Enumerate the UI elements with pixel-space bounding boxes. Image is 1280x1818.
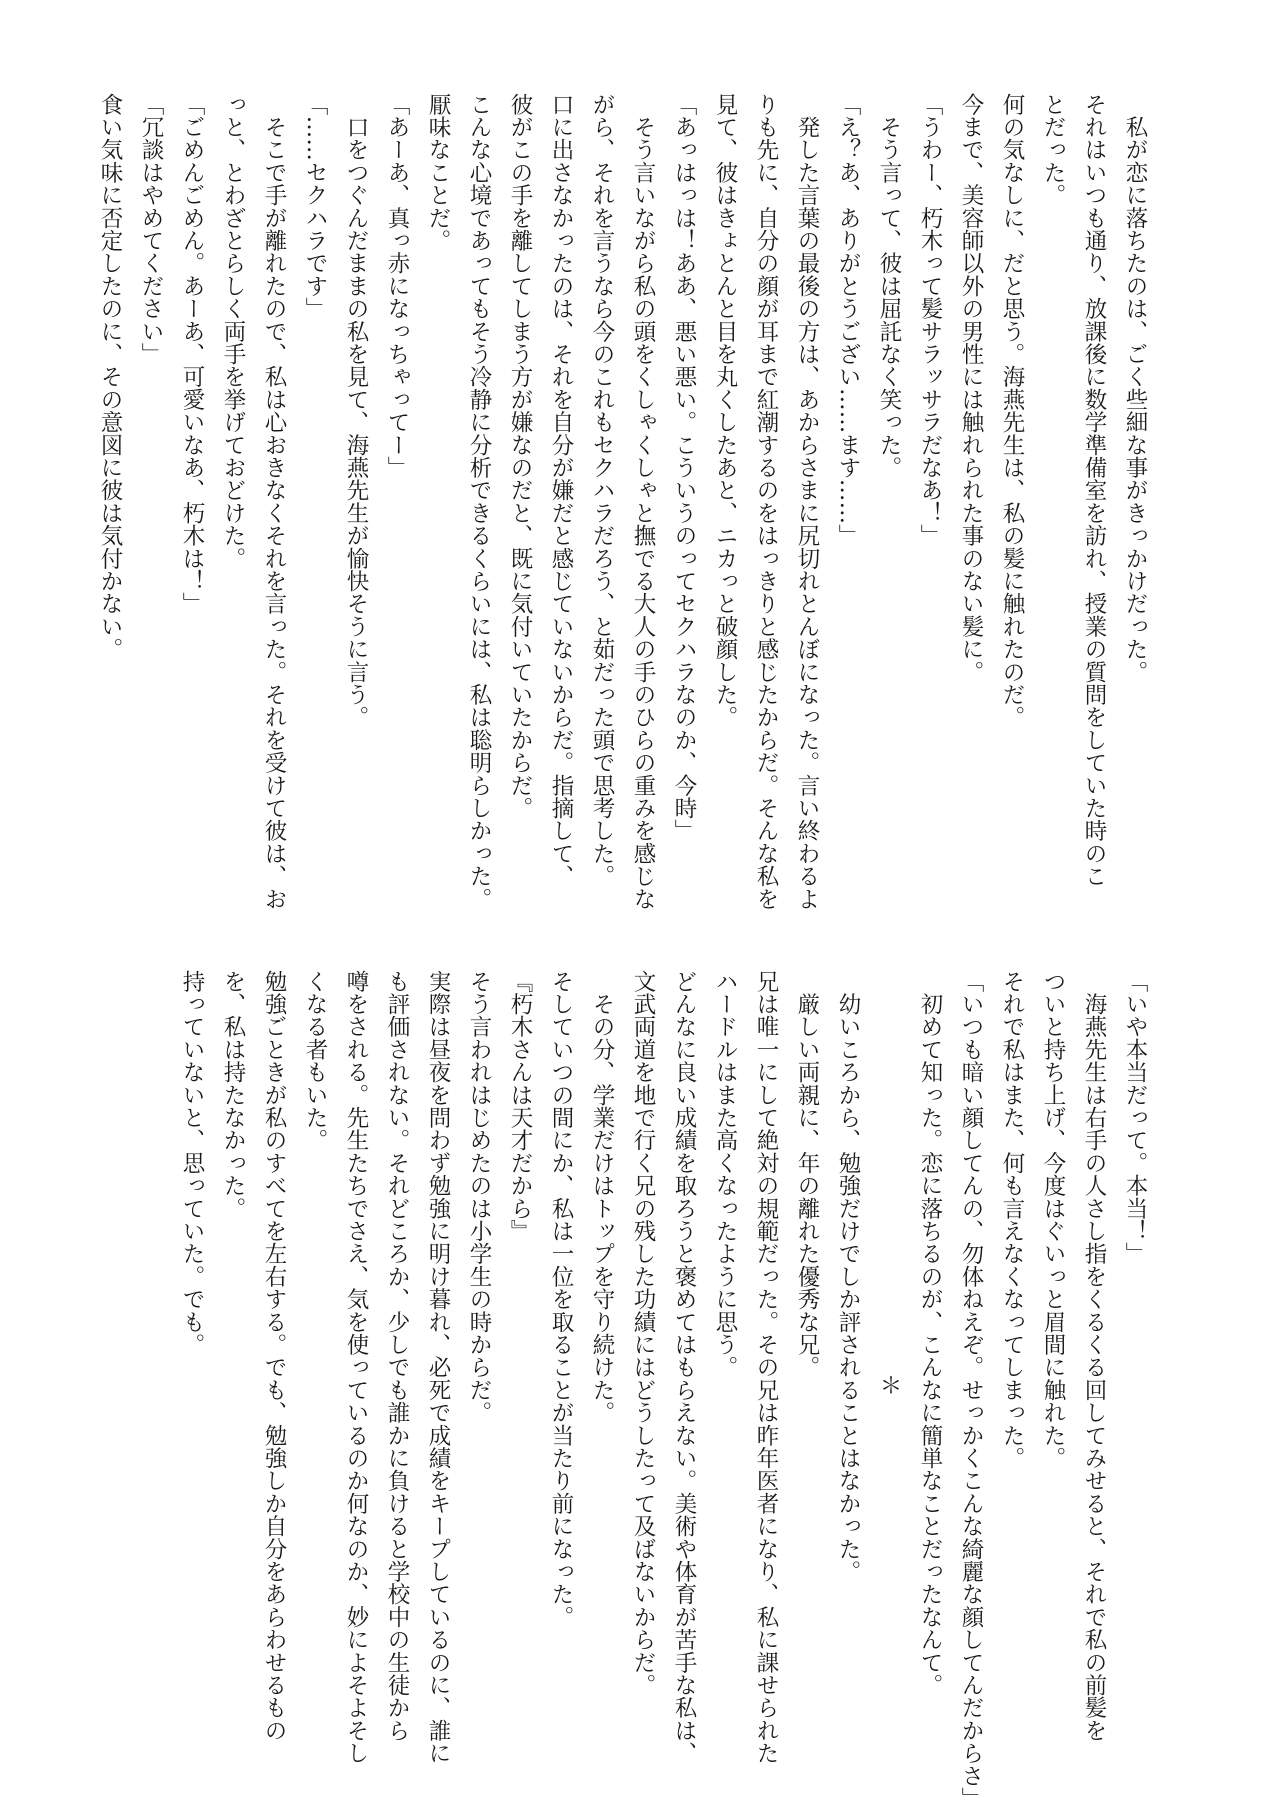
text-column: それはいつも通り、放課後に数学準備室を訪れ、授業の質問をしていた時のこ bbox=[1081, 93, 1107, 888]
text-column: 私が恋に落ちたのは、ごく些細な事がきっかけだった。 bbox=[1122, 93, 1148, 684]
text-column: 今まで、美容師以外の男性には触れられた事のない髪に。 bbox=[958, 93, 984, 684]
text-column: りも先に、自分の顔が耳まで紅潮するのをはっきりと感じたからだ。そんな私を bbox=[753, 93, 779, 911]
text-column: 「あーあ、真っ赤になっちゃってー」 bbox=[384, 93, 410, 479]
text-column: そう言われはじめたのは小学生の時からだ。 bbox=[466, 970, 492, 1424]
text-column: 口に出さなかったのは、それを自分が嫌だと感じていないからだ。指摘して、 bbox=[548, 93, 574, 888]
text-column: 発した言葉の最後の方は、あからさまに尻切れとんぼになった。言い終わるよ bbox=[794, 93, 820, 911]
text-column: 「いつも暗い顔してんの、勿体ねえぞ。せっかくこんな綺麗な顔してんだからさ」 bbox=[958, 970, 984, 1810]
text-column: 厭味なことだ。 bbox=[425, 93, 451, 252]
text-column: とだった。 bbox=[1040, 93, 1066, 207]
text-column: 彼がこの手を離してしまう方が嫌なのだと、既に気付いていたからだ。 bbox=[507, 93, 533, 820]
text-column: 何の気なしに、だと思う。海燕先生は、私の髪に触れたのだ。 bbox=[999, 93, 1025, 729]
text-column: 兄は唯一にして絶対の規範だった。その兄は昨年医者になり、私に課せられた bbox=[753, 970, 779, 1765]
text-column: 文武両道を地で行く兄の残した功績にはどうしたって及ばないからだ。 bbox=[630, 970, 656, 1697]
text-column: 「あっはっは！ああ、悪い悪い。こういうのってセクハラなのか、今時」 bbox=[671, 93, 697, 843]
bottom-text-block bbox=[110, 970, 1155, 1810]
text-column: も評価されない。それどころか、少しでも誰かに負けると学校中の生徒から bbox=[384, 970, 410, 1742]
text-column: 噂をされる。先生たちでさえ、気を使っているのか何なのか、妙によそよそし bbox=[343, 970, 369, 1765]
text-column: そう言って、彼は屈託なく笑った。 bbox=[876, 93, 902, 479]
text-column: 海燕先生は右手の人さし指をくるくる回してみせると、それで私の前髪を bbox=[1081, 970, 1107, 1742]
text-column: 勉強ごときが私のすべてを左右する。でも、勉強しか自分をあらわせるもの bbox=[261, 970, 287, 1742]
text-column: それで私はまた、何も言えなくなってしまった。 bbox=[999, 970, 1025, 1470]
text-column: 「ごめんごめん。あーあ、可愛いなあ、朽木は！」 bbox=[179, 93, 205, 616]
text-column: そう言いながら私の頭をくしゃくしゃと撫でる大人の手のひらの重みを感じな bbox=[630, 93, 656, 911]
text-column: っと、とわざとらしく両手を挙げておどけた。 bbox=[220, 93, 246, 570]
text-column: 持っていないと、思っていた。でも。 bbox=[179, 970, 205, 1356]
text-column: 「え？あ、ありがとうござい……ます……」 bbox=[835, 93, 861, 547]
text-column: 『朽木さんは天才だから』 bbox=[507, 970, 533, 1243]
text-column: 幼いころから、勉強だけでしか評されることはなかった。 bbox=[835, 970, 861, 1583]
text-column: 「いや本当だって。本当！」 bbox=[1122, 970, 1148, 1266]
text-column: 実際は昼夜を問わず勉強に明け暮れ、必死で成績をキープしているのに、誰に bbox=[425, 970, 451, 1765]
text-column: そこで手が離れたので、私は心おきなくそれを言った。それを受けて彼は、お bbox=[261, 93, 287, 911]
text-column: こんな心境であってもそう冷静に分析できるくらいには、私は聡明らしかった。 bbox=[466, 93, 492, 911]
text-column: 口をつぐんだままの私を見て、海燕先生が愉快そうに言う。 bbox=[343, 93, 369, 729]
text-column: ハードルはまた高くなったように思う。 bbox=[712, 970, 738, 1379]
text-column: 厳しい両親に、年の離れた優秀な兄。 bbox=[794, 970, 820, 1379]
text-column: 「うわー、朽木って髪サラッサラだなあ！」 bbox=[917, 93, 943, 547]
top-text-block bbox=[97, 93, 1155, 943]
text-column: どんなに良い成績を取ろうと褒めてはもらえない。美術や体育が苦手な私は、 bbox=[671, 970, 697, 1765]
text-column: 「……セクハラです」 bbox=[302, 93, 328, 320]
text-column: を、私は持たなかった。 bbox=[220, 970, 246, 1220]
text-column: 「冗談はやめてください」 bbox=[138, 93, 164, 366]
text-column: 食い気味に否定したのに、その意図に彼は気付かない。 bbox=[97, 93, 123, 661]
text-column: 初めて知った。恋に落ちるのが、こんなに簡単なことだったなんて。 bbox=[917, 970, 943, 1697]
section-break-asterisk: ＊ bbox=[876, 1373, 902, 1397]
text-column: ついと持ち上げ、今度はぐいっと眉間に触れた。 bbox=[1040, 970, 1066, 1470]
text-column: その分、学業だけはトップを守り続けた。 bbox=[589, 970, 615, 1424]
text-column: 見て、彼はきょとんと目を丸くしたあと、ニカっと破顔した。 bbox=[712, 93, 738, 729]
text-column: がら、それを言うなら今のこれもセクハラだろう、と茹だった頭で思考した。 bbox=[589, 93, 615, 888]
text-column: そしていつの間にか、私は一位を取ることが当たり前になった。 bbox=[548, 970, 574, 1629]
text-column: くなる者もいた。 bbox=[302, 970, 328, 1152]
